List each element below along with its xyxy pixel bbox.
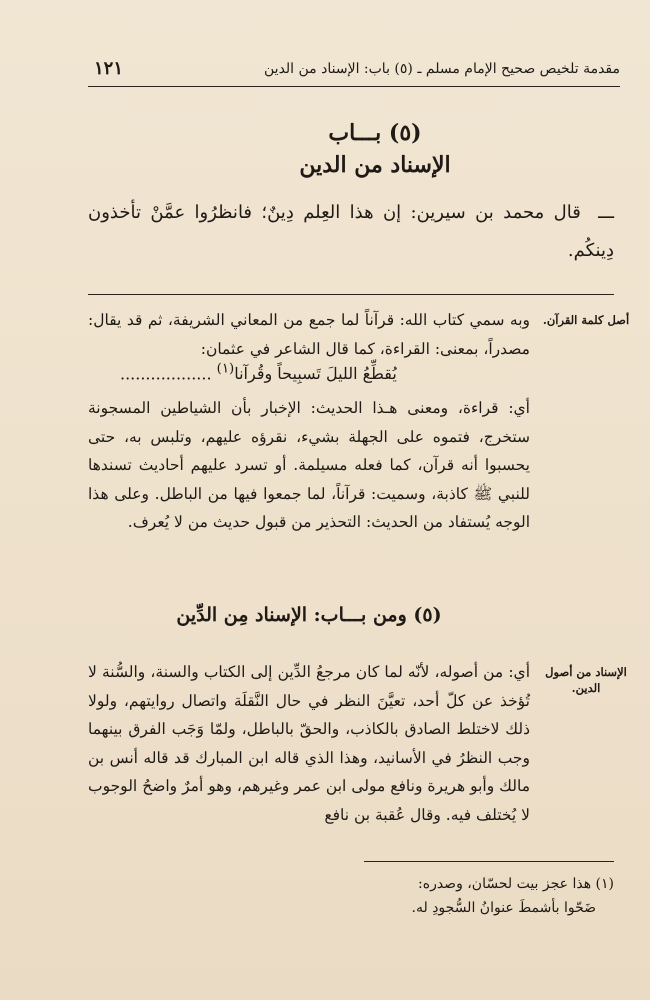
page-number: ١٢١ [94, 58, 124, 79]
commentary-paragraph-2: أي: قراءة، ومعنى هـذا الحديث: الإخبار بأن الشياطين المسجونة ستخرج، فتموه على الجهلة بشيء، نقرؤه عليهم، وتلبس به، حتى يحسبوا أنه قرآن، كما فعله مسيلمة. أو تسرد عليهم أحاديث تسندها للنبي ﷺ كاذبة، وسميت: قرآناً، لما جمعوا فيها من الباطل. وعلى هذا الوجه يُستفاد من الحديث: التحذير من قبول حديث من لا يُعرف. [88, 399, 530, 531]
commentary-separator-rule [88, 294, 614, 295]
quote-dash: ـــ [598, 202, 614, 223]
margin-note-isnad: الإسناد من أصول الدين. [545, 665, 627, 695]
chapter-number-title: (٥) بـــاب [328, 120, 422, 146]
margin-note-quran: أصل كلمة القرآن. [542, 313, 630, 327]
running-title: مقدمة تلخيص صحيح الإمام مسلم ـ (٥) باب: الإسناد من الدين [264, 60, 620, 77]
chapter-title: الإسناد من الدين [299, 152, 451, 178]
footnote-ref: (١) [216, 362, 235, 377]
page-header [88, 58, 620, 79]
commentary-paragraph-3: أي: من أصوله، لأنّه لما كان مرجعُ الدِّين إلى الكتاب والسنة، والسُّنة لا تُؤخذ عن كلّ أحد، تعيَّنَ النظر في حال النَّقلَة واتصال روايتهم، ولولا ذلك لاختلط الصادق بالكاذب، والحقّ بالباطل، ولمّا وَجَب الفرق بينهما وجب النظرُ في الأسانيد، وهذا الذي قاله ابن المبارك قد قاله أنس بن مالك وأبو هريرة ونافع مولى ابن عمر وغيرهم، وهو أمرٌ واضحُ الوجوب لا يُختلف فيه. وقال عُقبة بن نافع [88, 663, 530, 824]
section-heading: (٥) ومن بـــاب: الإسناد مِن الدِّين [176, 604, 442, 626]
footnote [88, 872, 614, 920]
footnote-line-1: (١) هذا عجز بيت لحسّان، وصدره: [418, 876, 614, 892]
quote-text: قال محمد بن سيرين: إن هذا العِلم دِينٌ؛ فانظرُوا عمَّنْ تأخذون دِينكُم. [88, 202, 614, 261]
header-rule [88, 86, 620, 87]
commentary-paragraph-1: وبه سمي كتاب الله: قرآناً لما جمع من المعاني الشريفة، ثم قد يقال: مصدراً، بمعنى: القراءة، كما قال الشاعر في عثمان: [88, 311, 530, 358]
poem-dots: .................. [120, 364, 212, 384]
opening-quote [88, 194, 614, 270]
poem-line [120, 362, 530, 383]
footnote-line-2: ضَحّوا بأشمطَ عنوانُ السُّجودِ له. [411, 900, 596, 916]
poem-verse: يُقطِّعُ الليلَ تَسبِيحاً وقُرآنا$^{(١)}$ [216, 362, 397, 384]
footnote-rule [364, 861, 614, 862]
